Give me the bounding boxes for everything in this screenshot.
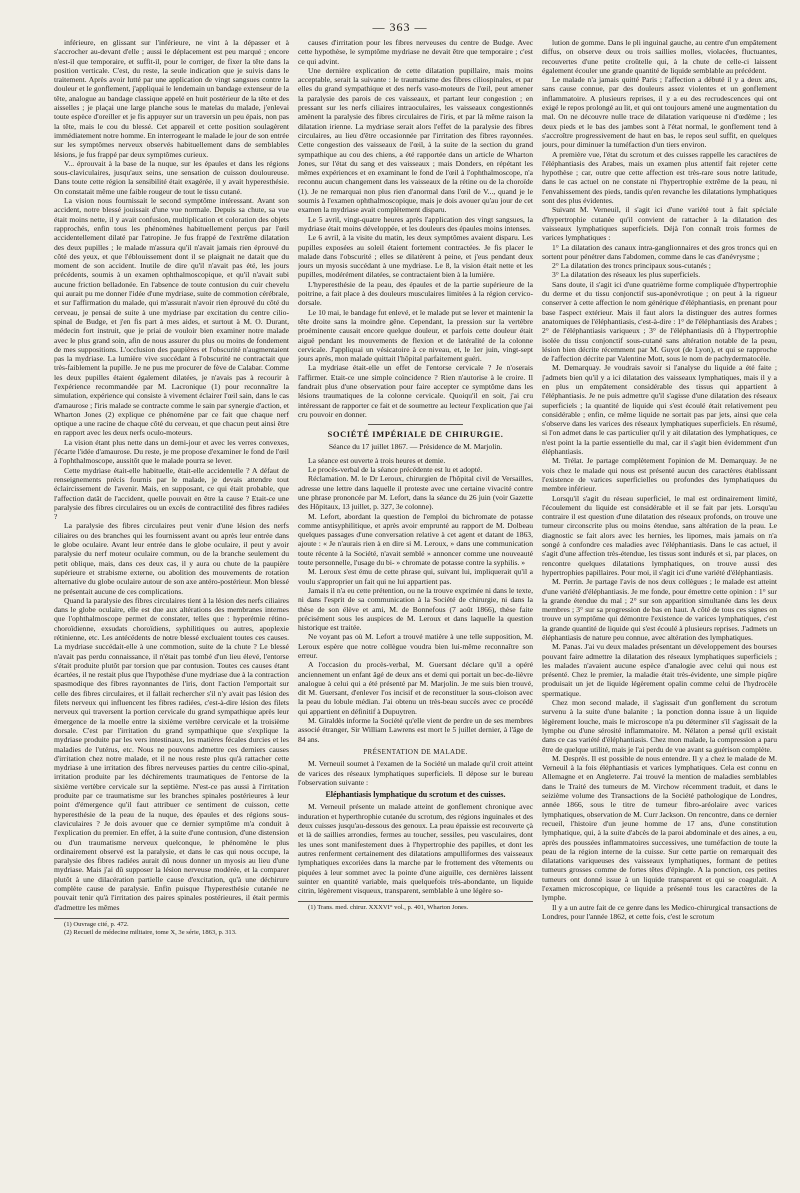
- column-2: [298, 38, 533, 1170]
- paragraph: Chez mon second malade, il s'agissait d'un gonflement du scrotum survenu à la suite d'une balanite ; la ponction donna issue à un liquide légèrement louche, mais le microscope n'a pu déterminer s'il s'agissait de la lymphe ou d'une sérosité inflammatoire. M. Nélaton a pensé qu'il existait dans ce cas variété d'éléphantiasis. Chez mon malade, la compression a paru être de quelque utilité, mais je l'ai perdu de vue avant sa guérison complète.: [542, 698, 777, 754]
- paragraph: Suivant M. Verneuil, il s'agit ici d'une variété tout à fait spéciale d'hypertrophie cutanée qu'il convient de rattacher à la dilatation des vaisseaux lymphatiques superficiels. Déjà l'on connaît trois formes de varices lymphatiques :: [542, 205, 777, 243]
- paragraph: 3° La dilatation des réseaux les plus superficiels.: [552, 270, 701, 280]
- paragraph: A l'occasion du procès-verbal, M. Guersant déclare qu'il a opéré anciennement un enfant âgé de deux ans et demi qui portait un bec-de-lièvre analogue à celui qui a été présenté par M. Marjolin. Je me suis bien trouvé, dit M. Guersant, d'enlever l'os incisif et de reconstituer la sous-cloison avec la peau du lobule médian. J'ai obtenu un très-beau succès avec ce procédé qui appartient en définitif à Dupuytren.: [298, 660, 533, 716]
- paragraph: Réclamation. M. le Dr Leroux, chirurgien de l'hôpital civil de Versailles, adresse une lettre dans laquelle il proteste avec une certaine vivacité contre une phrase prononcée par M. Lefort, dans la séance du 26 juin (voir Gazette des Hôpitaux, 13 juillet, p. 327, 3e colonne).: [298, 474, 533, 512]
- section-heading: Eléphantiasis lymphatique du scrotum et des cuisses.: [325, 790, 506, 800]
- page-number: — 363 —: [372, 20, 428, 34]
- paragraph: Quand la paralysie des fibres circulaires tient à la lésion des nerfs ciliaires dans le globe oculaire, elle est due aux altérations des membranes internes que l'ophthalmoscope permet de constater, telles que : hyperémie rétino-choroïdienne, exsudats choroïdiens, syphilitiques ou autres, apoplexie rétinienne, etc. Les antécédents de notre blessé excluaient toutes ces causes. La mydriase succédait-elle à une commotion, suite de la chute ? Le blessé n'avait pas perdu connaissance, il n'était pas tombé d'un lieu élevé, l'entorse s'était produite plutôt par torsion que par contusion. Toutes ces causes étant écartées, il ne restait plus que l'hypothèse d'une mydriase due à la contraction spasmodique des fibres rayonnantes de l'iris, dont l'action l'emportait sur celle des fibres circulaires, et il fallait rechercher s'il n'y avait pas lésion des filets nerveux qui influencent les fibres radiées, c'est-à-dire lésion des filets nerveux qui traversent la portion cervicale du grand sympathique après leur émergence de la moelle entre la sixième vertèbre cervicale et la troisième dorsale. C'est par l'irritation du grand sympathique que s'explique la mydriase produite par les vers intestinaux, les matières fécales durcies et les maladies de l'utérus, etc. Nous ne pouvons admettre ces derniers causes d'irritation chez notre malade, et il ne nous reste plus qu'à rattacher cette mydriase à une irritation des fibres nerveuses parties du centre cilio-spinal, irritation produite par les déchirements traumatiques de l'entorse de la sixième vertèbre cervicale sur la septième. N'est-ce pas aussi à l'irritation produite par ce traumatisme sur les branches spinales postérieures à leur point d'émergence qu'il faut attribuer ce sentiment de cuisson, cette hyperesthésie de la peau de la nuque, des épaules et des régions sous-claviculaires ? Je dois avouer que ce dernier symptôme m'a conduit à l'explication du premier. En effet, à la suite d'une contusion, d'une distension ou d'un traumatisme nerveux quelconque, le phénomène le plus ordinairement observé est la paralysie, et dans le cas qui nous occupe, la paralysie des fibres radiées aurait dû nous donner un myosis au lieu d'une mydriase. Mais j'ai dû supposer la lésion nerveuse modérée, et la comparer plutôt à une dilacération partielle cause d'excitation, qu'à une déchirure complète cause de paralysie. Enfin puisque l'hyperesthésie cutanée ne pouvait tenir qu'à l'irritation des paires spinales postérieures, il était permis d'admettre les mêmes: [54, 595, 289, 912]
- paragraph: 2° La dilatation des troncs principaux sous-cutanés ;: [552, 261, 711, 271]
- text-columns: [54, 38, 778, 1170]
- paragraph: Il y a un autre fait de ce genre dans les Medico-chirurgical transactions de Londres, pour l'année 1862, et cette fois, c'est le scrotum: [542, 902, 777, 921]
- paragraph: L'hyperesthésie de la peau, des épaules et de la partie supérieure de la poitrine, a fait place à des douleurs musculaires limitées à la région cervico-dorsale.: [298, 279, 533, 308]
- paragraph: V... éprouvait à la base de la nuque, sur les épaules et dans les régions sous-claviculaires, jusqu'aux seins, une sensation de cuisson douloureuse. Dans toute cette région la sensibilité était exagérée, il y avait hyperesthésie. On constatait même une faible rougeur de tout le tissu cutané.: [54, 158, 289, 196]
- paragraph: La vision nous fournissait le second symptôme intéressant. Avant son accident, notre blessé jouissait d'une vue normale. Depuis sa chute, sa vue était moins nette, il y avait confusion, multiplication et coloration des objets rapprochés, enfin tous les phénomènes habituellement perçus par l'œil accidentellement dilaté par l'atropine. Je fus frappé de l'extrême dilatation des deux pupilles ; le malade m'assura qu'il n'avait jamais rien éprouvé du côté des yeux, et que l'éblouissement dont il se plaignait ne datait que du moment de son accident. Inutile de dire qu'il n'avait pas été, les jours précédents, soumis à un examen ophthalmoscopique, et qu'il n'avait subi aucune friction belladonée. En l'absence de toute contusion du cuir chevelu qui aurait pu me donner l'idée d'une mydriase, suite de commotion cérébrale, et sur l'affirmation du malade, qui m'assurait n'avoir rien éprouvé du côté du cerveau, je pensai de suite à une mydriase par excitation du centre cilio-spinal de Budge, et j'en fis part à mes aides, et surtout à M. O. Durant, médecin fort instruit, que je priai de vouloir bien examiner notre malade avec le plus grand soin, afin de nous assurer du plus ou moins de fondement de mes suppositions. L'occlusion des paupières et l'obscurité n'augmentaient pas la mydriase. La lumière vive succédant à l'obscurité ne contractait que très-faiblement la pupille. Je ne pus me procurer de fève de Calabar. Comme les deux pupilles étaient également dilatées, je n'avais pas à recourir à l'expérience recommandée par M. Lacronique (1) pour reconnaître la simulation, expérience qui consiste à vivement éclairer l'œil sain, dans le cas d'amaurose ; l'iris malade se contracte comme le sain par synergie d'action, et Wharton Jones (2) explique ce phénomène par ce fait que chaque nerf optique a une racine de chaque côté du cerveau, et que chacun peut ainsi être en rapport avec les deux nerfs oculo-moteurs.: [54, 196, 289, 438]
- column-3: [542, 38, 777, 1170]
- footnotes: [54, 918, 289, 937]
- paragraph: A première vue, l'état du scrotum et des cuisses rappelle les caractères de l'éléphantiasis des Arabes, mais un examen plus attentif fait rejeter cette hypothèse ; car, outre que cette affection est très-rare sous notre latitude, dans le cas actuel on ne constate ni l'hypertrophie extrême de la peau, ni l'envahissement des pieds, tandis qu'en revanche les dilatations lymphatiques sont des plus évidentes.: [542, 149, 777, 206]
- paragraph: Sans doute, il s'agit ici d'une quatrième forme compliquée d'hypertrophie du derme et du tissu conjonctif sus-aponévrotique ; on peut à la rigueur conserver à cette affection le nom générique d'éléphantiasis, en prenant pour base l'aspect extérieur. Mais il faut alors la distinguer des autres formes anatomiques de l'éléphantiasis, c'est-à-dire : 1° de l'éléphantiasis des Arabes ; 2° de l'éléphantiasis variqueux ; 3° de l'éléphantiasis dû à l'hypertrophie isolée du tissu conjonctif sous-cutané sans altération notable de la peau, lésion bien décrite récemment par M. Guyot (de Lyon), et qui se rapproche de l'affection décrite par Valentine Mott, sous le nom de pachydermatocèle.: [542, 279, 777, 364]
- session-line: Séance du 17 juillet 1867. — Présidence de M. Marjolin.: [328, 442, 503, 452]
- paragraph: Une dernière explication de cette dilatation pupillaire, mais moins acceptable, serait la suivante : le traumatisme des fibres ciliospinales, et par elles du grand sympathique et des nerfs vaso-moteurs de l'œil, peut amener la paralysie des parois de ces vaisseaux, et partant leur congestion ; en pressant sur les nerfs ciliaires intraoculaires, les vaisseaux congestionnés amènent la paralysie des fibres circulaires de l'iris, et par là même raison la dilatation irienne. La mydriase serait alors l'effet de la paralysie des fibres circulaires, au lieu d'être occasionnée par l'irritation des fibres rayonnées. Cette congestion des vaisseaux de l'œil, à la suite de la section du grand sympathique au cou des chiens, a été rapportée dans un article de Wharton Jones, sur l'état du sang et des vaisseaux ; mais Donders, en répétant les mêmes expériences et en examinant le fond de l'œil à l'ophthalmoscope, n'a reconnu aucun changement dans les vaisseaux de la rétine ou de la choroïde (1). Je ne remarquai non plus rien d'anormal dans l'œil de V..., quand je le soumis à l'examen ophthalmoscopique, mais je dois avouer qu'au jour de cet examen la mydriase avait complètement disparu.: [298, 65, 533, 215]
- paragraph: Le 5 avril, vingt-quatre heures après l'application des vingt sangsues, la mydriase était moins développée, et les douleurs des épaules moins intenses.: [298, 214, 533, 233]
- paragraph: Cette mydriase était-elle habituelle, était-elle accidentelle ? A défaut de renseignements précis fournis par le malade, je devais attendre tout éclaircissement de l'avenir. Mais, en supposant, ce qui était probable, que l'affection datât de l'accident, quelle pouvait en être la cause ? Etait-ce une paralysie des fibres circulaires ou un excès de contractilité des fibres radiées ?: [54, 465, 289, 522]
- paragraph: causes d'irritation pour les fibres nerveuses du centre de Budge. Avec cette hypothèse, le symptôme mydriase ne devait être que temporaire ; c'est ce qui advint.: [298, 38, 533, 66]
- paragraph: M. Perrin. Je partage l'avis de nos deux collègues ; le malade est atteint d'une variété d'éléphantiasis. Je me fonde, pour émettre cette opinion : 1° sur la grande étendue du mal ; 2° sur son apparition simultanée dans les deux membres ; 3° sur sa progression de bas en haut. A côté de tous ces signes on trouve un symptôme qui démontre l'existence de varices lymphatiques, c'est la grande quantité de liquide qui s'est écoulé à plusieurs reprises. J'admets un éléphantiasis de nature peu connue, avec altération des lymphatiques.: [542, 577, 777, 642]
- divider: [368, 424, 463, 425]
- paragraph: La vision étant plus nette dans un demi-jour et avec les verres convexes, j'écarte l'idée d'amaurose. Du reste, je me propose d'examiner le fond de l'œil à l'ophthalmoscope, aussitôt que le malade pourra se lever.: [54, 437, 289, 466]
- paragraph: Le 10 mai, le bandage fut enlevé, et le malade put se lever et maintenir la tête droite sans la moindre gêne. Cependant, la pression sur la vertèbre proéminente causait encore quelque douleur, et parfois cette douleur était aiguë pendant les mouvements de flexion et de latéralité de la colonne cervicale. J'appliquai un vésicatoire à ce niveau, et, le 1er juin, vingt-sept jours après, mon malade quittait l'hôpital parfaitement guéri.: [298, 307, 533, 364]
- paragraph: Le malade n'a jamais quitté Paris ; l'affection a débuté il y a deux ans, sans cause connue, par des douleurs assez violentes et un gonflement inflammatoire. A plusieurs reprises, il y a eu des recrudescences qui ont exigé le repos prolongé au lit, et qui ont toujours amené une augmentation du mal. On ne découvre nulle trace de dilatation variqueuse ni d'œdème ; les deux pieds et le bas des jambes sont à l'état normal, le gonflement tend à s'accroître progressivement de haut en bas, le repos seul suffit, en quelques jours, pour diminuer la tuméfaction d'un tiers environ.: [542, 75, 777, 150]
- paragraph: M. Leroux s'est ému de cette phrase qui, suivant lui, impliquerait qu'il a voulu s'approprier un fait qui ne lui appartient pas.: [298, 567, 533, 586]
- paragraph: M. Panas. J'ai vu deux malades présentant un développement des bourses pouvant faire admettre la dilatation des réseaux lymphatiques superficiels ; les malades n'avaient aucune espèce d'analogie avec celui qui nous est présenté. Chez le premier, la maladie était très-évidente, une simple piqûre produisait un jet de liquide légèrement opalin comme celui de l'hydrocèle spermatique.: [542, 642, 777, 698]
- paragraph: M. Demarquay. Je voudrais savoir si l'analyse du liquide a été faite ; j'admets bien qu'il y a ici dilatation des vaisseaux lymphatiques, mais il y a en plus un empâtement considérable des tissus qui appartient à l'éléphantiasis. Je ne puis admettre qu'il s'agisse d'une dilatation des réseaux superficiels ; la quantité de liquide qui s'est écoulé était relativement peu considérable ; enfin, ce même liquide ne sortait pas par jets, ainsi que cela s'observe dans les varices des réseaux lymphatiques superficiels. En résumé, si l'on admet dans le cas particulier qu'il y ait dilatation des lymphatiques, ce n'est point la la partie essentielle du mal, car il s'agit bien évidemment d'un éléphantiasis.: [542, 363, 777, 457]
- paragraph: M. Verneuil soumet à l'examen de la Société un malade qu'il croit atteint de varices des réseaux lymphatiques superficiels. Il dépose sur le bureau l'observation suivante :: [298, 759, 533, 787]
- paragraph: M. Lefort, abordant la question de l'emploi du bichromate de potasse comme antisyphilitique, et après avoir emprunté au rapport de M. Dolbeau quelques passages d'une conversation relative à cet agent et datant de 1863, ajoute : « Je n'aurais rien à en dire si M. Leroux, » dans une communication toute récente à la Société, n'avait semblé » annoncer comme une nouveauté toute personnelle, l'usage du bi- » chromate de potasse contre la syphilis. »: [298, 511, 533, 568]
- footnote: (1) Trans. med. chirur. XXXVI° vol., p. 401, Wharton Jones.: [308, 904, 469, 912]
- paragraph: La paralysie des fibres circulaires peut venir d'une lésion des nerfs ciliaires ou des branches qui les fournissent avant ou après leur entrée dans le globe oculaire. Avant leur entrée dans le globe oculaire, il peut y avoir paralysie du nerf moteur oculaire commun, ou de la branche seulement du petit oblique, mais, dans ces deux cas, il y aura ou chute de la paupière supérieure et strabisme externe, ou abolition des mouvements de rotation alternative du globe oculaire autour de son axe antéro-postérieur. Mon blessé ne présentait aucune de ces complications.: [54, 521, 289, 596]
- paragraph: M. Giraldès informe la Société qu'elle vient de perdre un de ses membres associé étranger, Sir William Lawrens est mort le 5 juillet dernier, à l'âge de 84 ans.: [298, 716, 533, 744]
- paragraph: lution de gomme. Dans le pli inguinal gauche, au centre d'un empâtement diffus, on observe deux ou trois saillies molles, violacées, fluctuantes, recouvertes d'une petite croûtelle qui, à la chute de celle-ci laissent également écouler une grande quantité de liquide semblable au précédent.: [542, 38, 777, 75]
- subheading: PRÉSENTATION DE MALADE.: [363, 747, 468, 756]
- paragraph: Jamais il n'a eu cette prétention, ou ne la trouve exprimée ni dans le texte, ni dans l'esprit de sa communication à la Société de chirurgie, ni dans la thèse de son élève et ami, M. de Bonnefous (7 août 1866), thèse faite précisément sous les auspices de M. Leroux et dans laquelle la question historique est traitée.: [298, 585, 533, 633]
- paragraph: Ne voyant pas où M. Lefort a trouvé matière à une telle supposition, M. Leroux espère que notre collègue voudra bien lui-même reconnaître son erreur.: [298, 632, 533, 660]
- column-1: [54, 38, 289, 1170]
- paragraph: M. Desprès. Il est possible de nous entendre. Il y a chez le malade de M. Verneuil à la fois éléphantiasis et varices lymphatiques. Cela est connu en Allemagne et en Angleterre. J'ai trouvé la mention de maladies semblables dans le Traité des tumeurs de M. Virchow récemment traduit, et dans le seizième volume des Transactions de la Société pathologique de Londres, année 1866, sous le titre de tumeur fibro-aréolaire avec varices lymphatiques, observation de M. Curr Jackson. On rencontre, dans ce dernier recueil, l'histoire d'un jeune homme de 17 ans, d'une constitution lymphatique, qui, à la suite d'abcès de la paroi abdominale et des aines, a eu, après des poussées inflammatoires successives, une tuméfaction de toute la peau de la région interne de la cuisse. Sur cette partie on remarquait des dilatations variqueuses des vaisseaux lymphatiques, formant de petites tumeurs grosses comme de fortes têtes d'épingle. A la ponction, ces petites tumeurs ont donné issue à un liquide transparent et qui se coagulait. A l'examen microscopique, ce liquide a présenté tous les caractères de la lymphe.: [542, 753, 777, 903]
- paragraph: La mydriase était-elle un effet de l'entorse cervicale ? Je n'oserais l'affirmer. Etait-ce une simple coïncidence ? Rien n'autorise à le croire. Il fandrait plus d'une observation pour faire accepter ce symptôme dans les lésions traumatiques de la colonne cervicale. Quoiqu'il en soit, j'ai cru intéressant de rapporter ce fait et de soumettre au lecteur l'explication que j'ai cru pouvoir en donner.: [298, 363, 533, 419]
- paragraph: M. Verneuil présente un malade atteint de gonflement chronique avec induration et hyperthrophie cutanée du scrotum, des régions inguinales et des deux cuisses jusqu'au-dessous des genoux. La peau épaissie est recouverte çà et là de saillies arrondies, fermes au toucher, sessiles, peu vasculaires, dont les unes sont manifestement dues à l'hypertrophie des papilles, et dont les autres renferment certainement des dilatations ampulliformes des vaisseaux lymphatiques excoriées dans la marche par le frottement des vêtements ou piquées à leur sommet avec la pointe d'une aiguille, ces dernières laissent suinter en quantité variable, mais quelquefois très-abondante, un liquide citrin, légèrement visqueux, transparent, semblable à une légère so-: [298, 802, 533, 896]
- society-heading: SOCIÉTÉ IMPÉRIALE DE CHIRURGIE.: [327, 429, 504, 440]
- paragraph: Lorsqu'il s'agit du réseau superficiel, le mal est ordinairement limité, l'écoulement du liquide est considérable et il se fait par jets. Lorsqu'au contraire il est question d'une dilatation des réseaux profonds, on trouve une tumeur circonscrite plus ou moins étendue, sans altération de la peau. Le diagnostic se fait alors avec les hernies, les lipomes, mais jamais on n'a songé à confondre ces maladies avec l'éléphantiasis. Dans le cas actuel, il s'agit d'une affection très-étendue, les tissus sont indurés et si, par places, on rencontre quelques dilatations lymphatiques, on trouve aussi des hypertrophies papillaires. Pour moi, il s'agit ici d'une variété d'éléphantiasis.: [542, 493, 777, 577]
- paragraph: M. Trélat. Je partage complètement l'opinion de M. Demarquay. Je ne vois chez le malade qui nous est présenté aucun des caractères établissant l'existence de varices superficielles ou profondes des lymphatiques du membre inférieur.: [542, 456, 777, 494]
- paragraph: 1° La dilatation des canaux intra-ganglionnaires et des gros troncs qui en sortent pour pénétrer dans l'abdomen, comme dans le cas d'anévrysme ;: [542, 242, 777, 261]
- paragraph: inférieure, en glissant sur l'inférieure, ne vint à la dépasser et à s'accrocher au-devant d'elle ; aussi le déplacement est peu marqué ; encore n'est-il que temporaire, et suffit-il, pour le corriger, de fixer la tête dans la position verticale. C'est, du reste, la seule indication que je suivis dans le traitement. Après avoir lutté par une application de vingt sangsues contre la douleur et le gonflement, j'appliquai le lendemain un bandage extenseur de la tête, analogue au bandage classique appelé en huit postérieur de la tête et des aisselles ; je plaçai une large planche sous le matelas du malade, j'enlevai toute espèce d'oreiller et je fis appuyer sur un traversin un peu épais, non pas la tête, mais le cou du blessé. Cet appareil et cette position soulagèrent immédiatement notre homme. En interrogeant le malade le jour de son entrée sur les symptômes nerveux observés habituellement dans de semblables lésions, je fus frappé par deux symptômes curieux.: [54, 38, 289, 159]
- footnote: (2) Recueil de médecine militaire, tome X, 3e série, 1863, p. 313.: [64, 928, 237, 936]
- paragraph: Le procès-verbal de la séance précédente est lu et adopté.: [308, 465, 483, 475]
- footnotes: [298, 901, 533, 912]
- footnote: (1) Ouvrage cité, p. 472.: [64, 920, 129, 928]
- paragraph: Le 6 avril, à la visite du matin, les deux symptômes avaient disparu. Les pupilles exposées au soleil étaient fortement contractées. Je fis placer le malade dans l'obscurité ; elles se dilatèrent à peine, et j'eus pendant deux jours un myosis succédant à une mydriase. Le 8, la vision était nette et les pupilles, modérément dilatées, se contractaient bien à la lumière.: [298, 233, 533, 280]
- paragraph: La séance est ouverte à trois heures et demie.: [308, 455, 446, 465]
